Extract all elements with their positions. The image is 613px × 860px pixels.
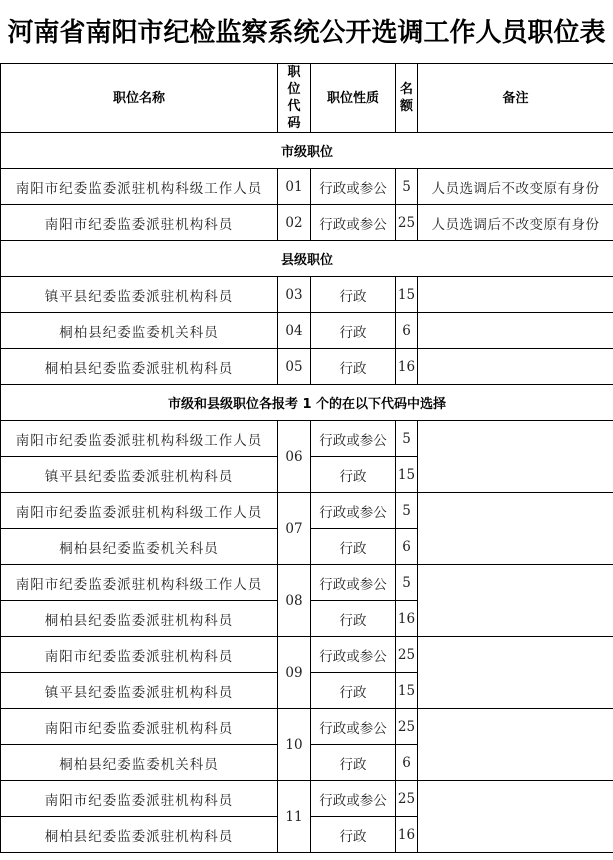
position-remark [418, 493, 613, 565]
position-name: 南阳市纪委监委派驻机构科级工作人员 [1, 493, 278, 529]
position-nature: 行政或参公 [311, 709, 396, 745]
position-quota: 5 [396, 565, 418, 601]
position-quota: 6 [396, 313, 418, 349]
position-code: 04 [278, 313, 311, 349]
position-code: 03 [278, 277, 311, 313]
section-row [1, 241, 613, 277]
table-row [1, 493, 613, 529]
header-quota-label: 名额 [399, 82, 413, 114]
position-code: 11 [278, 781, 311, 853]
position-name: 南阳市纪委监委派驻机构科员 [1, 781, 278, 817]
position-remark [418, 637, 613, 709]
position-name: 南阳市纪委监委派驻机构科员 [1, 709, 278, 745]
table-row [1, 709, 613, 745]
position-nature: 行政或参公 [311, 493, 396, 529]
position-remark [418, 421, 613, 493]
header-remark: 备注 [418, 64, 613, 133]
position-nature: 行政或参公 [311, 169, 396, 205]
position-name: 南阳市纪委监委派驻机构科员 [1, 637, 278, 673]
position-quota: 6 [396, 745, 418, 781]
position-code: 02 [278, 205, 311, 241]
position-name: 南阳市纪委监委派驻机构科级工作人员 [1, 169, 278, 205]
position-nature: 行政 [311, 817, 396, 853]
position-quota: 15 [396, 457, 418, 493]
position-remark [418, 565, 613, 637]
position-quota: 25 [396, 781, 418, 817]
position-name: 桐柏县纪委监委机关科员 [1, 313, 278, 349]
table-row [1, 637, 613, 673]
position-nature: 行政 [311, 529, 396, 565]
position-quota: 15 [396, 673, 418, 709]
position-nature: 行政或参公 [311, 205, 396, 241]
table-row [1, 277, 613, 313]
position-code: 05 [278, 349, 311, 385]
position-code: 07 [278, 493, 311, 565]
table-row [1, 565, 613, 601]
table-header-row [1, 64, 613, 133]
position-quota: 25 [396, 637, 418, 673]
position-name: 桐柏县纪委监委派驻机构科员 [1, 601, 278, 637]
position-nature: 行政或参公 [311, 637, 396, 673]
position-quota: 25 [396, 205, 418, 241]
header-quota [396, 64, 418, 133]
position-nature: 行政 [311, 601, 396, 637]
position-nature: 行政 [311, 349, 396, 385]
position-remark [418, 349, 613, 385]
table-row [1, 313, 613, 349]
position-remark [418, 277, 613, 313]
position-name: 镇平县纪委监委派驻机构科员 [1, 277, 278, 313]
position-nature: 行政 [311, 745, 396, 781]
header-name: 职位名称 [1, 64, 278, 133]
position-remark [418, 709, 613, 781]
position-nature: 行政 [311, 313, 396, 349]
position-name: 南阳市纪委监委派驻机构科级工作人员 [1, 421, 278, 457]
header-code [278, 64, 311, 133]
position-quota: 5 [396, 169, 418, 205]
position-quota: 16 [396, 817, 418, 853]
position-name: 南阳市纪委监委派驻机构科员 [1, 205, 278, 241]
position-quota: 16 [396, 349, 418, 385]
table-row [1, 205, 613, 241]
header-code-label: 职位代码 [287, 65, 301, 131]
position-nature: 行政或参公 [311, 421, 396, 457]
position-name: 桐柏县纪委监委派驻机构科员 [1, 349, 278, 385]
position-remark [418, 313, 613, 349]
position-nature: 行政 [311, 457, 396, 493]
position-remark: 人员选调后不改变原有身份 [418, 169, 613, 205]
section-title: 县级职位 [1, 241, 613, 277]
position-name: 镇平县纪委监委派驻机构科员 [1, 457, 278, 493]
position-nature: 行政 [311, 277, 396, 313]
header-nature: 职位性质 [311, 64, 396, 133]
position-code: 10 [278, 709, 311, 781]
page-title: 河南省南阳市纪检监察系统公开选调工作人员职位表 [7, 18, 606, 48]
section-title: 市级职位 [1, 133, 613, 169]
position-code: 09 [278, 637, 311, 709]
position-name: 镇平县纪委监委派驻机构科员 [1, 673, 278, 709]
position-name: 桐柏县纪委监委机关科员 [1, 529, 278, 565]
position-quota: 5 [396, 421, 418, 457]
position-remark [418, 781, 613, 853]
position-code: 06 [278, 421, 311, 493]
position-nature: 行政或参公 [311, 565, 396, 601]
position-quota: 16 [396, 601, 418, 637]
table-row [1, 421, 613, 457]
table-row [1, 169, 613, 205]
section-title: 市级和县级职位各报考 1 个的在以下代码中选择 [1, 385, 613, 421]
section-row [1, 385, 613, 421]
position-code: 01 [278, 169, 311, 205]
position-quota: 6 [396, 529, 418, 565]
table-row [1, 781, 613, 817]
position-nature: 行政或参公 [311, 781, 396, 817]
section-row [1, 133, 613, 169]
job-table [0, 63, 613, 853]
table-row [1, 349, 613, 385]
position-remark: 人员选调后不改变原有身份 [418, 205, 613, 241]
position-nature: 行政 [311, 673, 396, 709]
position-name: 南阳市纪委监委派驻机构科级工作人员 [1, 565, 278, 601]
position-quota: 15 [396, 277, 418, 313]
position-quota: 5 [396, 493, 418, 529]
position-quota: 25 [396, 709, 418, 745]
position-code: 08 [278, 565, 311, 637]
position-name: 桐柏县纪委监委机关科员 [1, 745, 278, 781]
position-name: 桐柏县纪委监委派驻机构科员 [1, 817, 278, 853]
